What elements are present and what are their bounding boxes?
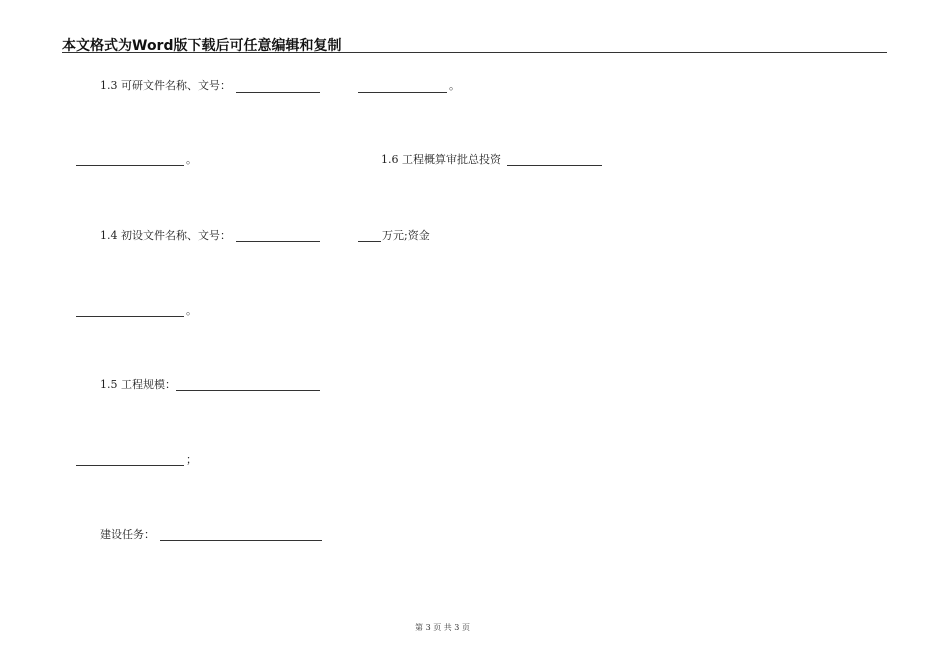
- item-1-6-blank[interactable]: [507, 165, 602, 166]
- item-1-3-end: 。: [449, 79, 460, 92]
- continuation-blank-b[interactable]: [76, 316, 184, 317]
- item-1-3-blank-2[interactable]: [358, 92, 447, 93]
- item-1-4-blank-2[interactable]: [358, 241, 381, 242]
- continuation-end-c: ；: [186, 453, 197, 466]
- item-1-4-blank-1[interactable]: [236, 241, 320, 242]
- item-1-3-label: 1.3 可研文件名称、文号：: [100, 79, 231, 92]
- page-header-title: 本文格式为Word版下载后可任意编辑和复制: [62, 38, 342, 54]
- item-1-4-label: 1.4 初设文件名称、文号：: [100, 229, 231, 242]
- item-1-5-blank[interactable]: [176, 390, 320, 391]
- item-1-3-blank-1[interactable]: [236, 92, 320, 93]
- item-1-6-label: 1.6 工程概算审批总投资: [381, 153, 501, 166]
- item-1-5-label: 1.5 工程规模：: [100, 378, 176, 391]
- construction-task-blank[interactable]: [160, 540, 322, 541]
- continuation-end-b: 。: [186, 304, 197, 317]
- continuation-blank-c[interactable]: [76, 465, 184, 466]
- continuation-blank-a[interactable]: [76, 165, 184, 166]
- header-divider: [62, 52, 887, 53]
- item-1-4-tail: 万元;资金: [382, 229, 430, 242]
- page-footer: 第 3 页 共 3 页: [415, 623, 470, 632]
- continuation-end-a: 。: [186, 153, 197, 166]
- construction-task-label: 建设任务：: [100, 528, 155, 541]
